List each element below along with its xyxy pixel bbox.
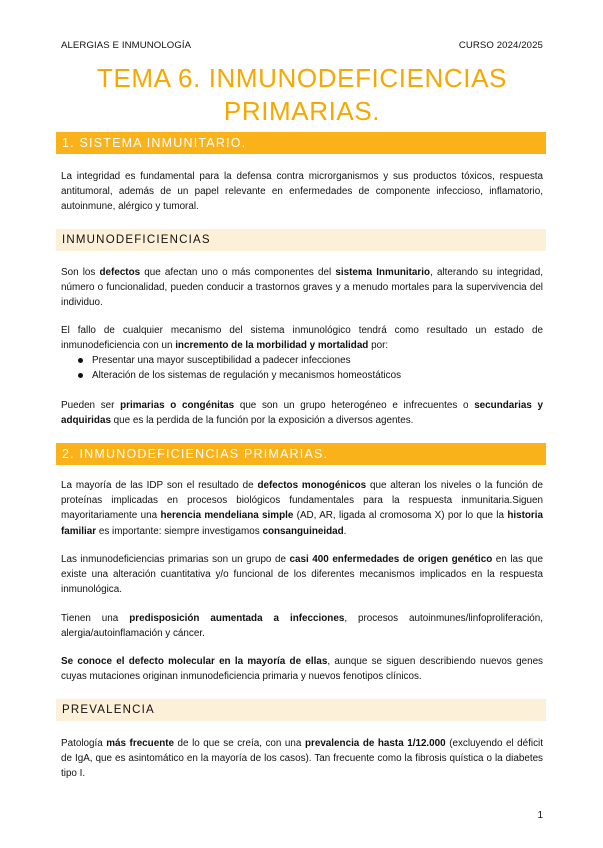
paragraph-fallo: El fallo de cualquier mecanismo del sistema inmunológico tendrá como resultado un estado de inmunodeficiencia con un incremento de la morbilidad y mortalidad por: xyxy=(61,325,543,352)
title-line-2: PRIMARIAS. xyxy=(223,96,381,126)
list-item: Alteración de los sistemas de regulación y mecanismos homeostáticos xyxy=(61,368,543,383)
paragraph-predisposicion: Tienen una predisposición aumentada a infecciones, procesos autoinmunes/linfoproliferación, alergia/autoinflamación y cáncer. xyxy=(61,613,543,640)
paragraph-tipos: Pueden ser primarias o congénitas que son un grupo heterogéneo e infrecuentes o secundarias y adquiridas que es la perdida de la función por la exposición a diversos agentes. xyxy=(61,400,543,427)
title-line-1: TEMA 6. INMUNODEFICIENCIAS xyxy=(97,63,507,93)
bullet-icon xyxy=(78,358,83,363)
section-heading-sistema-inmunitario: 1. SISTEMA INMUNITARIO. xyxy=(56,132,546,154)
paragraph-sistema-inmunitario: La integridad es fundamental para la defensa contra microrganismos y sus productos tóxicos, respuesta antitumoral, además de un papel relevante en enfermedades de componente infeccioso, inflamatorio, autoinmune, alérgico y tumoral. xyxy=(61,171,543,213)
paragraph-definicion: Son los defectos que afectan uno o más componentes del sistema Inmunitario, alterando su integridad, número o funcionalidad, pueden conducir a trastornos graves y a menudo mortales para la supervivencia del individuo. xyxy=(61,267,543,309)
bullet-icon xyxy=(78,373,83,378)
section-heading-inmunodeficiencias-primarias: 2. INMUNODEFICIENCIAS PRIMARIAS. xyxy=(56,443,546,465)
paragraph-grupo-enfermedades: Las inmunodeficiencias primarias son un grupo de casi 400 enfermedades de origen genético en las que existe una alteración cuantitativa y/o funcional de los diferentes mecanismos implicados en la respuesta inmunológica. xyxy=(61,554,543,596)
paragraph-defecto-molecular: Se conoce el defecto molecular en la mayoría de ellas, aunque se siguen describiendo nuevos genes cuyas mutaciones originan inmunodeficiencia primaria y nuevos fenotipos clínicos. xyxy=(61,656,543,683)
subheading-inmunodeficiencias: INMUNODEFICIENCIAS xyxy=(56,229,546,251)
running-header-year: CURSO 2024/2025 xyxy=(458,40,543,51)
paragraph-prevalencia: Patología más frecuente de lo que se creía, con una prevalencia de hasta 1/12.000 (excluyendo el déficit de IgA, que es asintomático en la mayoría de los casos). Tan frecuente como la fibrosis quística o la diabetes tipo I. xyxy=(61,738,543,780)
page-title xyxy=(61,62,543,128)
paragraph-idp-monogenicos: La mayoría de las IDP son el resultado de defectos monogénicos que alteran los niveles o la función de proteínas implicadas en procesos biológicos fundamentales para la respuesta inmunitaria.Siguen mayoritariamente una herencia mendeliana simple (AD, AR, ligada al cromosoma X) por lo que la historia familiar es importante: siempre investigamos consanguineidad. xyxy=(61,480,543,537)
page-number: 1 xyxy=(537,810,543,821)
subheading-prevalencia: PREVALENCIA xyxy=(56,699,546,721)
running-header-course: ALERGIAS E INMUNOLOGÍA xyxy=(61,40,192,51)
list-item: Presentar una mayor susceptibilidad a padecer infecciones xyxy=(61,353,543,368)
bullet-list xyxy=(61,353,543,383)
